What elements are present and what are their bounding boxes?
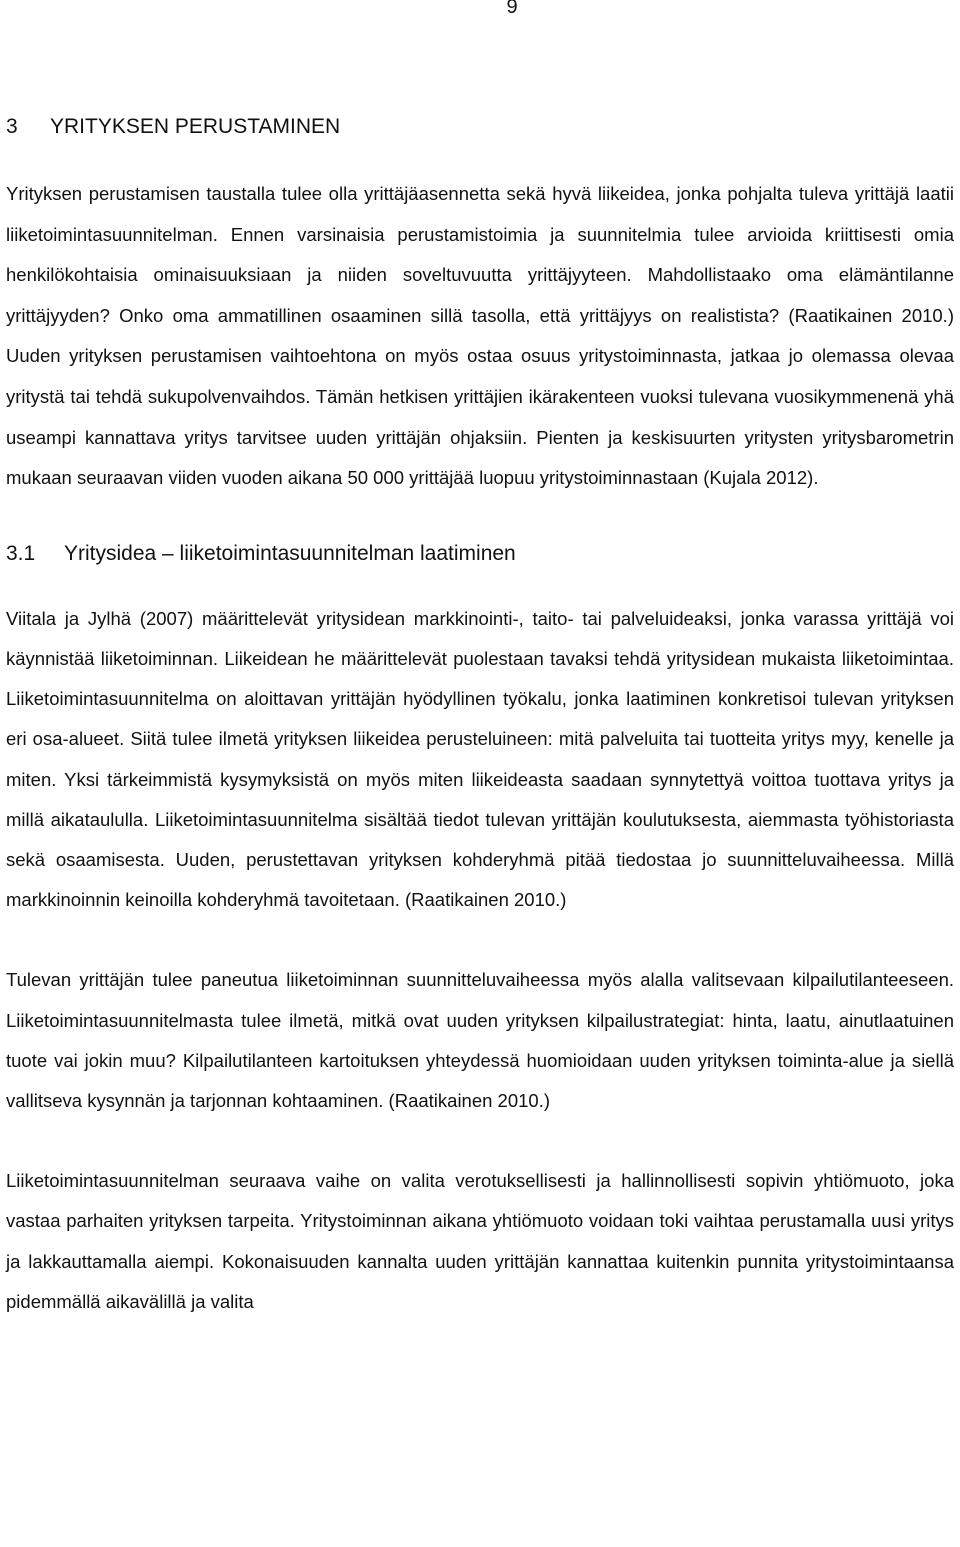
subsection-paragraph-2: Tulevan yrittäjän tulee paneutua liiketoiminnan suunnitteluvaiheessa myös alalla valitsevaan kilpailutilanteeseen. Liiketoimintasuunnitelmasta tulee ilmetä, mitkä ovat uuden yrityksen kilpailustrategiat: hinta, laatu, ainutlaatuinen tuote vai jokin muu? Kilpailutilanteen kartoituksen yhteydessä huomioidaan uuden yrityksen toiminta-alue ja siellä vallitseva kysynnän ja tarjonnan kohtaaminen. (Raatikainen 2010.) <box>6 969 954 1111</box>
subsection-paragraph-1: Viitala ja Jylhä (2007) määrittelevät yritysidean markkinointi-, taito- tai palveluideaksi, jonka varassa yrittäjä voi käynnistää liiketoiminnan. Liikeidean he määrittelevät puolestaan tavaksi tehdä yritysidean mukaista liiketoimintaa. Liiketoimintasuunnitelma on aloittavan yrittäjän hyödyllinen työkalu, jonka laatiminen konkretisoi tulevan yrityksen eri osa-alueet. Siitä tulee ilmetä yrityksen liikeidea perusteluineen: mitä palveluita tai tuotteita yritys myy, kenelle ja miten. Yksi tärkeimmistä kysymyksistä on myös miten liikeideasta saadaan synnytettyä voittoa tuottava yritys ja millä aikataululla. Liiketoimintasuunnitelma sisältää tiedot tulevan yrittäjän koulutuksesta, aiemmasta työhistoriasta sekä osaamisesta. Uuden, perustettavan yrityksen kohderyhmä pitää tiedostaa jo suunnitteluvaiheessa. Millä markkinoinnin keinoilla kohderyhmä tavoitetaan. (Raatikainen 2010.) <box>6 607 954 911</box>
section-heading <box>6 112 954 142</box>
subsection-paragraph-3: Liiketoimintasuunnitelman seuraava vaihe on valita verotuksellisesti ja hallinnollisesti sopivin yhtiömuoto, joka vastaa parhaiten yrityksen tarpeita. Yritystoiminnan aikana yhtiömuoto voidaan toki vaihtaa perustamalla uusi yritys ja lakkauttamalla aiempi. Kokonaisuuden kannalta uuden yrittäjän kannattaa kuitenkin punnita yritystoimintaansa pidemmällä aikavälillä ja valita <box>6 1170 954 1312</box>
section-paragraph-1: Yrityksen perustamisen taustalla tulee olla yrittäjäasennetta sekä hyvä liikeidea, jonka pohjalta tuleva yrittäjä laatii liiketoimintasuunnitelman. Ennen varsinaisia perustamistoimia ja suunnitelmia tulee arvioida kriittisesti omia henkilökohtaisia ominaisuuksiaan ja niiden soveltuvuutta yrittäjyyteen. Mahdollistaako oma elämäntilanne yrittäjyyden? Onko oma ammatillinen osaaminen sillä tasolla, että yrittäjyys on realistista? (Raatikainen 2010.) Uuden yrityksen perustamisen vaihtoehtona on myös ostaa osuus yritystoiminnasta, jatkaa jo olemassa olevaa yritystä tai tehdä sukupolvenvaihdos. Tämän hetkisen yrittäjien ikärakenteen vuoksi tulevana vuosikymmenenä yhä useampi kannattava yritys tarvitsee uuden yrittäjän ohjaksiin. Pienten ja keskisuurten yritysten yritysbarometrin mukaan seuraavan viiden vuoden aikana 50 000 yrittäjää luopuu yritystoiminnastaan (Kujala 2012). <box>6 183 954 489</box>
section-number: 3 <box>6 115 18 138</box>
page-content <box>6 112 954 1362</box>
subsection-heading <box>6 539 954 569</box>
subsection-number: 3.1 <box>6 541 36 565</box>
section-title: YRITYKSEN PERUSTAMINEN <box>50 115 341 138</box>
subsection-title: Yritysidea – liiketoimintasuunnitelman laatiminen <box>64 541 516 565</box>
page-number: 9 <box>506 0 518 18</box>
